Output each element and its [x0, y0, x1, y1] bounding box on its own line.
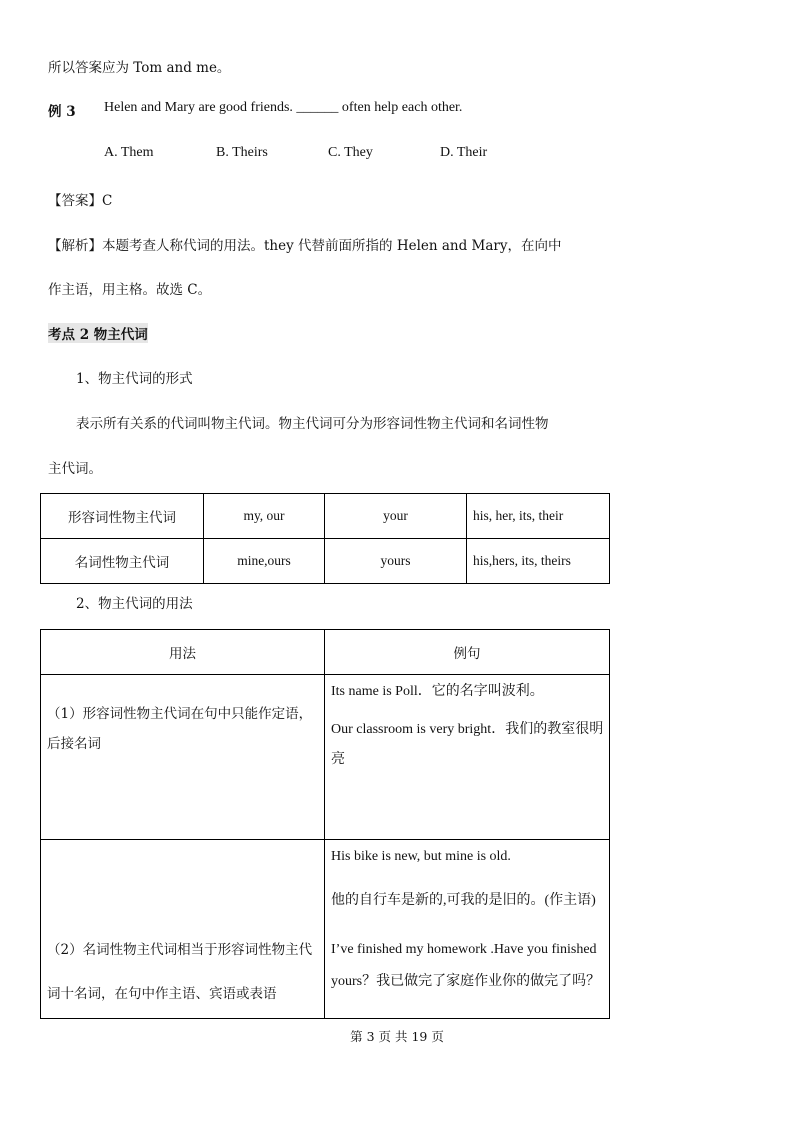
example-sentence: His bike is new, but mine is old. [331, 849, 511, 864]
option-c: C. They [328, 145, 373, 160]
table-header-row [41, 630, 610, 675]
option-b: B. Theirs [216, 145, 268, 160]
analysis-line-2: 作主语，用主格。故选 C。 [48, 282, 212, 298]
analysis-line-1: 【解析】本题考查人称代词的用法。they 代替前面所指的 Helen and Mary，在向中 [48, 238, 562, 254]
example-cell [325, 675, 610, 840]
usage-column-header: 用法 [41, 630, 325, 675]
example-label: 例 3 [48, 104, 76, 120]
forms-row-label: 名词性物主代词 [41, 539, 204, 584]
forms-cell: your [325, 494, 467, 539]
option-d: D. Their [440, 145, 488, 160]
forms-cell: mine,ours [204, 539, 325, 584]
forms-cell: his,hers, its, theirs [467, 539, 610, 584]
forms-table [40, 493, 610, 584]
table-row [41, 494, 610, 539]
table-row [41, 840, 610, 1019]
usage-table [40, 629, 610, 1019]
forms-row-label: 形容词性物主代词 [41, 494, 204, 539]
example-cell [325, 840, 610, 1019]
usage-text: （1）形容词性物主代词在句中只能作定语，后接名词 [47, 706, 313, 752]
option-a: A. Them [104, 145, 154, 160]
section-heading: 考点 2 物主代词 [48, 323, 148, 343]
example-question: Helen and Mary are good friends. ______ often help each other. [104, 100, 463, 115]
example-sentence: Our classroom is very bright．我们的教室很明亮 [331, 722, 604, 767]
usage-cell [41, 675, 325, 840]
subsection-1-heading: 1、物主代词的形式 [76, 371, 193, 387]
example-sentence: Its name is Poll．它的名字叫波利。 [331, 684, 544, 699]
answer-line: 【答案】C [48, 193, 113, 209]
definition-line-1: 表示所有关系的代词叫物主代词。物主代词可分为形容词性物主代词和名词性物 [76, 416, 549, 432]
table-row [41, 675, 610, 840]
definition-line-2: 主代词。 [48, 461, 102, 477]
example-column-header: 例句 [325, 630, 610, 675]
usage-text: （2）名词性物主代词相当于形容词性物主代词十名词，在句中作主语、宾语或表语 [47, 942, 313, 1002]
page-footer: 第 3 页 共 19 页 [350, 1029, 444, 1044]
example-sentence: 他的自行车是新的,可我的是旧的。(作主语) [331, 893, 596, 908]
table-row [41, 539, 610, 584]
forms-cell: yours [325, 539, 467, 584]
example-sentence: I’ve finished my homework .Have you finished yours？我已做完了家庭作业你的做完了吗？ [331, 942, 601, 989]
forms-cell: my, our [204, 494, 325, 539]
answer-conclusion-line: 所以答案应为 Tom and me。 [48, 60, 231, 76]
subsection-2-heading: 2、物主代词的用法 [76, 596, 193, 612]
forms-cell: his, her, its, their [467, 494, 610, 539]
usage-cell [41, 840, 325, 1019]
